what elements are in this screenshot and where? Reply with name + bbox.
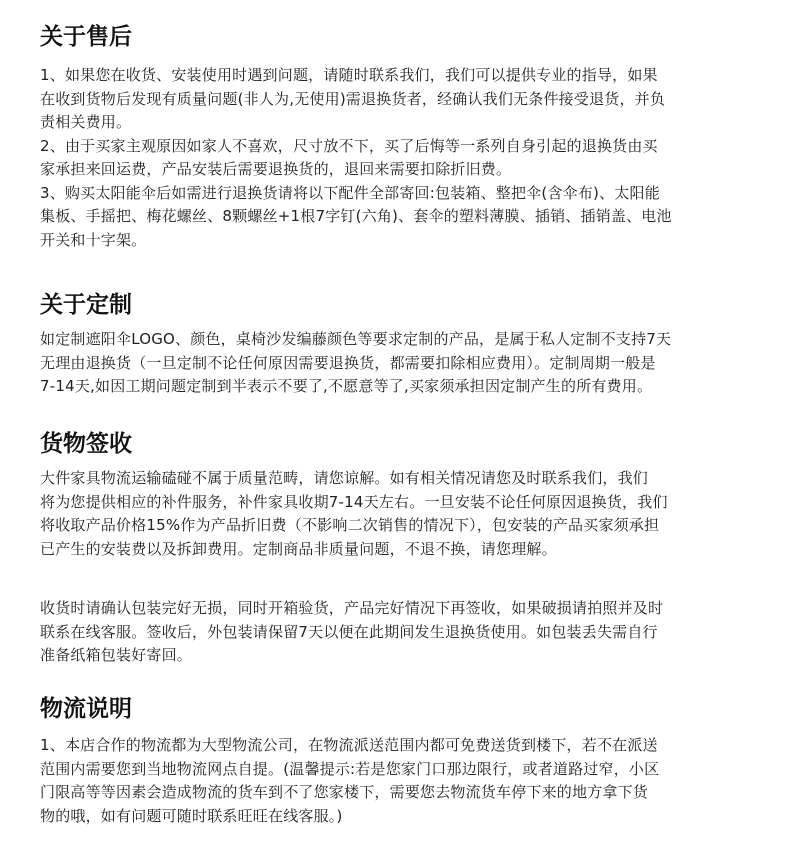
text-line: 在收到货物后发现有质量问题(非人为,无使用)需退换货者，经确认我们无条件接受退货，并负 [40,89,666,108]
text-line: 准备纸箱包装好寄回。 [40,646,193,664]
text-line: 联系在线客服。签收后，外包装请保留7天以便在此期间发生退换货使用。如包装丢失需自行 [40,622,658,641]
text-line: 范围内需要您到当地物流网点自提。(温馨提示:若是您家门口那边限行，或者道路过窄，小区 [40,759,660,778]
text-line: 无理由退换货（一旦定制不论任何原因需要退换货，都需要扣除相应费用）。定制周期一般是 [40,353,656,372]
custom-text [40,328,756,399]
text-line: 收货时请确认包装完好无损，同时开箱验货，产品完好情况下再签收，如果破损请拍照并及时 [40,599,664,617]
text-line: 3、购买太阳能伞后如需进行退换货请将以下配件全部寄回:包装箱、整把伞(含伞布)、太阳能 [40,183,660,202]
logistics-heading: 物流说明 [40,696,132,722]
text-line: 开关和十字架。 [40,230,147,249]
text-line: 门限高等等因素会造成物流的货车到不了您家楼下，需要您去物流货车停下来的地方拿下货 [40,783,649,801]
text-line: 集板、手摇把、梅花螺丝、8颗螺丝+1根7字钉(六角)、套伞的塑料薄膜、插销、插销盖、电池 [40,207,672,225]
text-line: 责相关费用。 [40,113,132,131]
logistics-text [40,734,756,828]
receipt-text-2 [40,597,756,668]
text-line: 物的哦，如有问题可随时联系旺旺在线客服。) [40,806,343,825]
text-line: 7-14天,如因工期问题定制到半表示不要了,不愿意等了,买家须承担因定制产生的所有费用。 [40,377,653,395]
text-line: 家承担来回运费，产品安装后需要退换货的，退回来需要扣除折旧费。 [40,160,512,178]
receipt-heading: 货物签收 [40,431,132,457]
after-sales-heading: 关于售后 [40,24,132,50]
custom-heading: 关于定制 [40,292,132,318]
receipt-text-1 [40,467,756,561]
text-line: 2、由于买家主观原因如家人不喜欢，尺寸放不下，买了后悔等一系列自身引起的退换货由买 [40,136,658,155]
text-line: 如定制遮阳伞LOGO、颜色，桌椅沙发编藤颜色等要求定制的产品，是属于私人定制不支持7天 [40,330,672,348]
text-line: 将收取产品价格15%作为产品折旧费（不影响二次销售的情况下），包安装的产品买家须承担 [40,516,660,534]
text-line: 将为您提供相应的补件服务，补件家具收期7-14天左右。一旦安装不论任何原因退换货，我们 [40,492,668,511]
text-line: 已产生的安装费以及拆卸费用。定制商品非质量问题，不退不换，请您理解。 [40,539,557,558]
text-line: 1、如果您在收货、安装使用时遇到问题，请随时联系我们，我们可以提供专业的指导，如果 [40,66,658,84]
after-sales-text [40,64,756,252]
text-line: 1、本店合作的物流都为大型物流公司，在物流派送范围内都可免费送货到楼下，若不在派送 [40,736,658,754]
text-line: 大件家具物流运输磕碰不属于质量范畴，请您谅解。如有相关情况请您及时联系我们，我们 [40,469,649,487]
